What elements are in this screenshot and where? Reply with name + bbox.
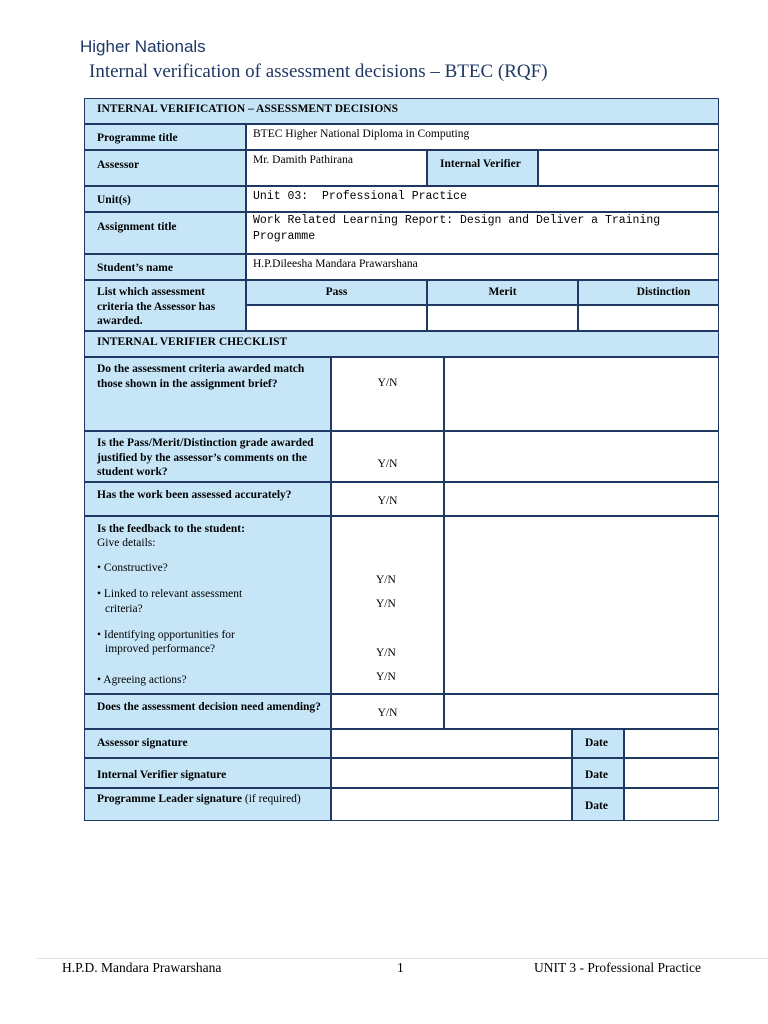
assessor-value[interactable]: Mr. Damith Pathirana — [246, 150, 427, 186]
assignment-title-value[interactable]: Work Related Learning Report: Design and Deliver a Training Programme — [246, 212, 719, 254]
leader-signature-text: Programme Leader signature — [97, 793, 243, 805]
section-title-verifier-checklist: INTERNAL VERIFIER CHECKLIST — [84, 331, 719, 357]
feedback-constructive: • Constructive? — [97, 562, 168, 574]
footer-author: H.P.D. Mandara Prawarshana — [62, 960, 222, 975]
yn-criteria-match[interactable]: Y/N — [331, 357, 444, 431]
question-criteria-match: Do the assessment criteria awarded match those shown in the assignment brief? — [84, 357, 331, 431]
verifier-date-field[interactable] — [624, 758, 719, 788]
feedback-linked: • Linked to relevant assessment — [97, 588, 243, 600]
comment-assessed-accurately[interactable] — [444, 482, 719, 516]
footer-unit: UNIT 3 - Professional Practice — [534, 960, 701, 975]
yn-decision-amending[interactable]: Y/N — [331, 694, 444, 729]
feedback-opportunities: • Identifying opportunities for — [97, 629, 235, 641]
question-feedback — [84, 516, 331, 694]
comment-feedback[interactable] — [444, 516, 719, 694]
verifier-signature-field[interactable] — [331, 758, 572, 788]
yn-feedback-cell — [331, 516, 444, 694]
student-name-value[interactable]: H.P.Dileesha Mandara Prawarshana — [246, 254, 719, 280]
comment-grade-justified[interactable] — [444, 431, 719, 482]
assignment-title-label: Assignment title — [84, 212, 246, 254]
feedback-opportunities-cont: improved performance? — [105, 643, 216, 655]
feedback-question-text: Is the feedback to the student: — [97, 523, 245, 535]
comment-criteria-match[interactable] — [444, 357, 719, 431]
assessor-date-field[interactable] — [624, 729, 719, 758]
section-title-assessment-decisions: INTERNAL VERIFICATION – ASSESSMENT DECISIONS — [84, 98, 719, 124]
footer-page-number: 1 — [397, 960, 404, 975]
assessor-signature-field[interactable] — [331, 729, 572, 758]
internal-verifier-value[interactable] — [538, 150, 719, 186]
yn-assessed-accurately[interactable]: Y/N — [331, 482, 444, 516]
unit-value[interactable]: Unit 03: Professional Practice — [246, 186, 719, 212]
leader-signature-label — [84, 788, 331, 821]
criteria-awarded-label: List which assessment criteria the Assessor has awarded. — [84, 280, 246, 331]
programme-title-label: Programme title — [84, 124, 246, 150]
distinction-header: Distinction — [578, 280, 719, 305]
question-grade-justified: Is the Pass/Merit/Distinction grade awarded justified by the assessor’s comments on the student work? — [84, 431, 331, 482]
merit-criteria-input[interactable] — [427, 305, 578, 331]
question-assessed-accurately: Has the work been assessed accurately? — [84, 482, 331, 516]
assessor-label: Assessor — [84, 150, 246, 186]
leader-date-field[interactable] — [624, 788, 719, 821]
student-name-label: Student’s name — [84, 254, 246, 280]
feedback-give-details: Give details: — [97, 537, 156, 549]
comment-decision-amending[interactable] — [444, 694, 719, 729]
yn-constructive[interactable]: Y/N — [376, 574, 396, 586]
leader-signature-field[interactable] — [331, 788, 572, 821]
merit-header: Merit — [427, 280, 578, 305]
pass-criteria-input[interactable] — [246, 305, 427, 331]
assessor-signature-label: Assessor signature — [84, 729, 331, 758]
yn-agreeing[interactable]: Y/N — [376, 671, 396, 683]
feedback-linked-cont: criteria? — [105, 603, 143, 615]
unit-label: Unit(s) — [84, 186, 246, 212]
feedback-agreeing: • Agreeing actions? — [97, 674, 187, 686]
document-title: Internal verification of assessment decisions – BTEC (RQF) — [89, 61, 548, 82]
pass-header: Pass — [246, 280, 427, 305]
verifier-date-label: Date — [572, 758, 624, 788]
verifier-signature-label: Internal Verifier signature — [84, 758, 331, 788]
leader-signature-suffix: (if required) — [244, 793, 301, 805]
yn-linked[interactable]: Y/N — [376, 598, 396, 610]
question-decision-amending: Does the assessment decision need amending? — [84, 694, 331, 729]
yn-grade-justified[interactable]: Y/N — [331, 431, 444, 482]
distinction-criteria-input[interactable] — [578, 305, 719, 331]
programme-title-value[interactable]: BTEC Higher National Diploma in Computing — [246, 124, 719, 150]
assessor-date-label: Date — [572, 729, 624, 758]
header-brand: Higher Nationals — [80, 37, 206, 56]
leader-date-label: Date — [572, 788, 624, 821]
yn-opportunities[interactable]: Y/N — [376, 647, 396, 659]
internal-verifier-label: Internal Verifier — [427, 150, 538, 186]
footer-divider — [36, 958, 768, 959]
